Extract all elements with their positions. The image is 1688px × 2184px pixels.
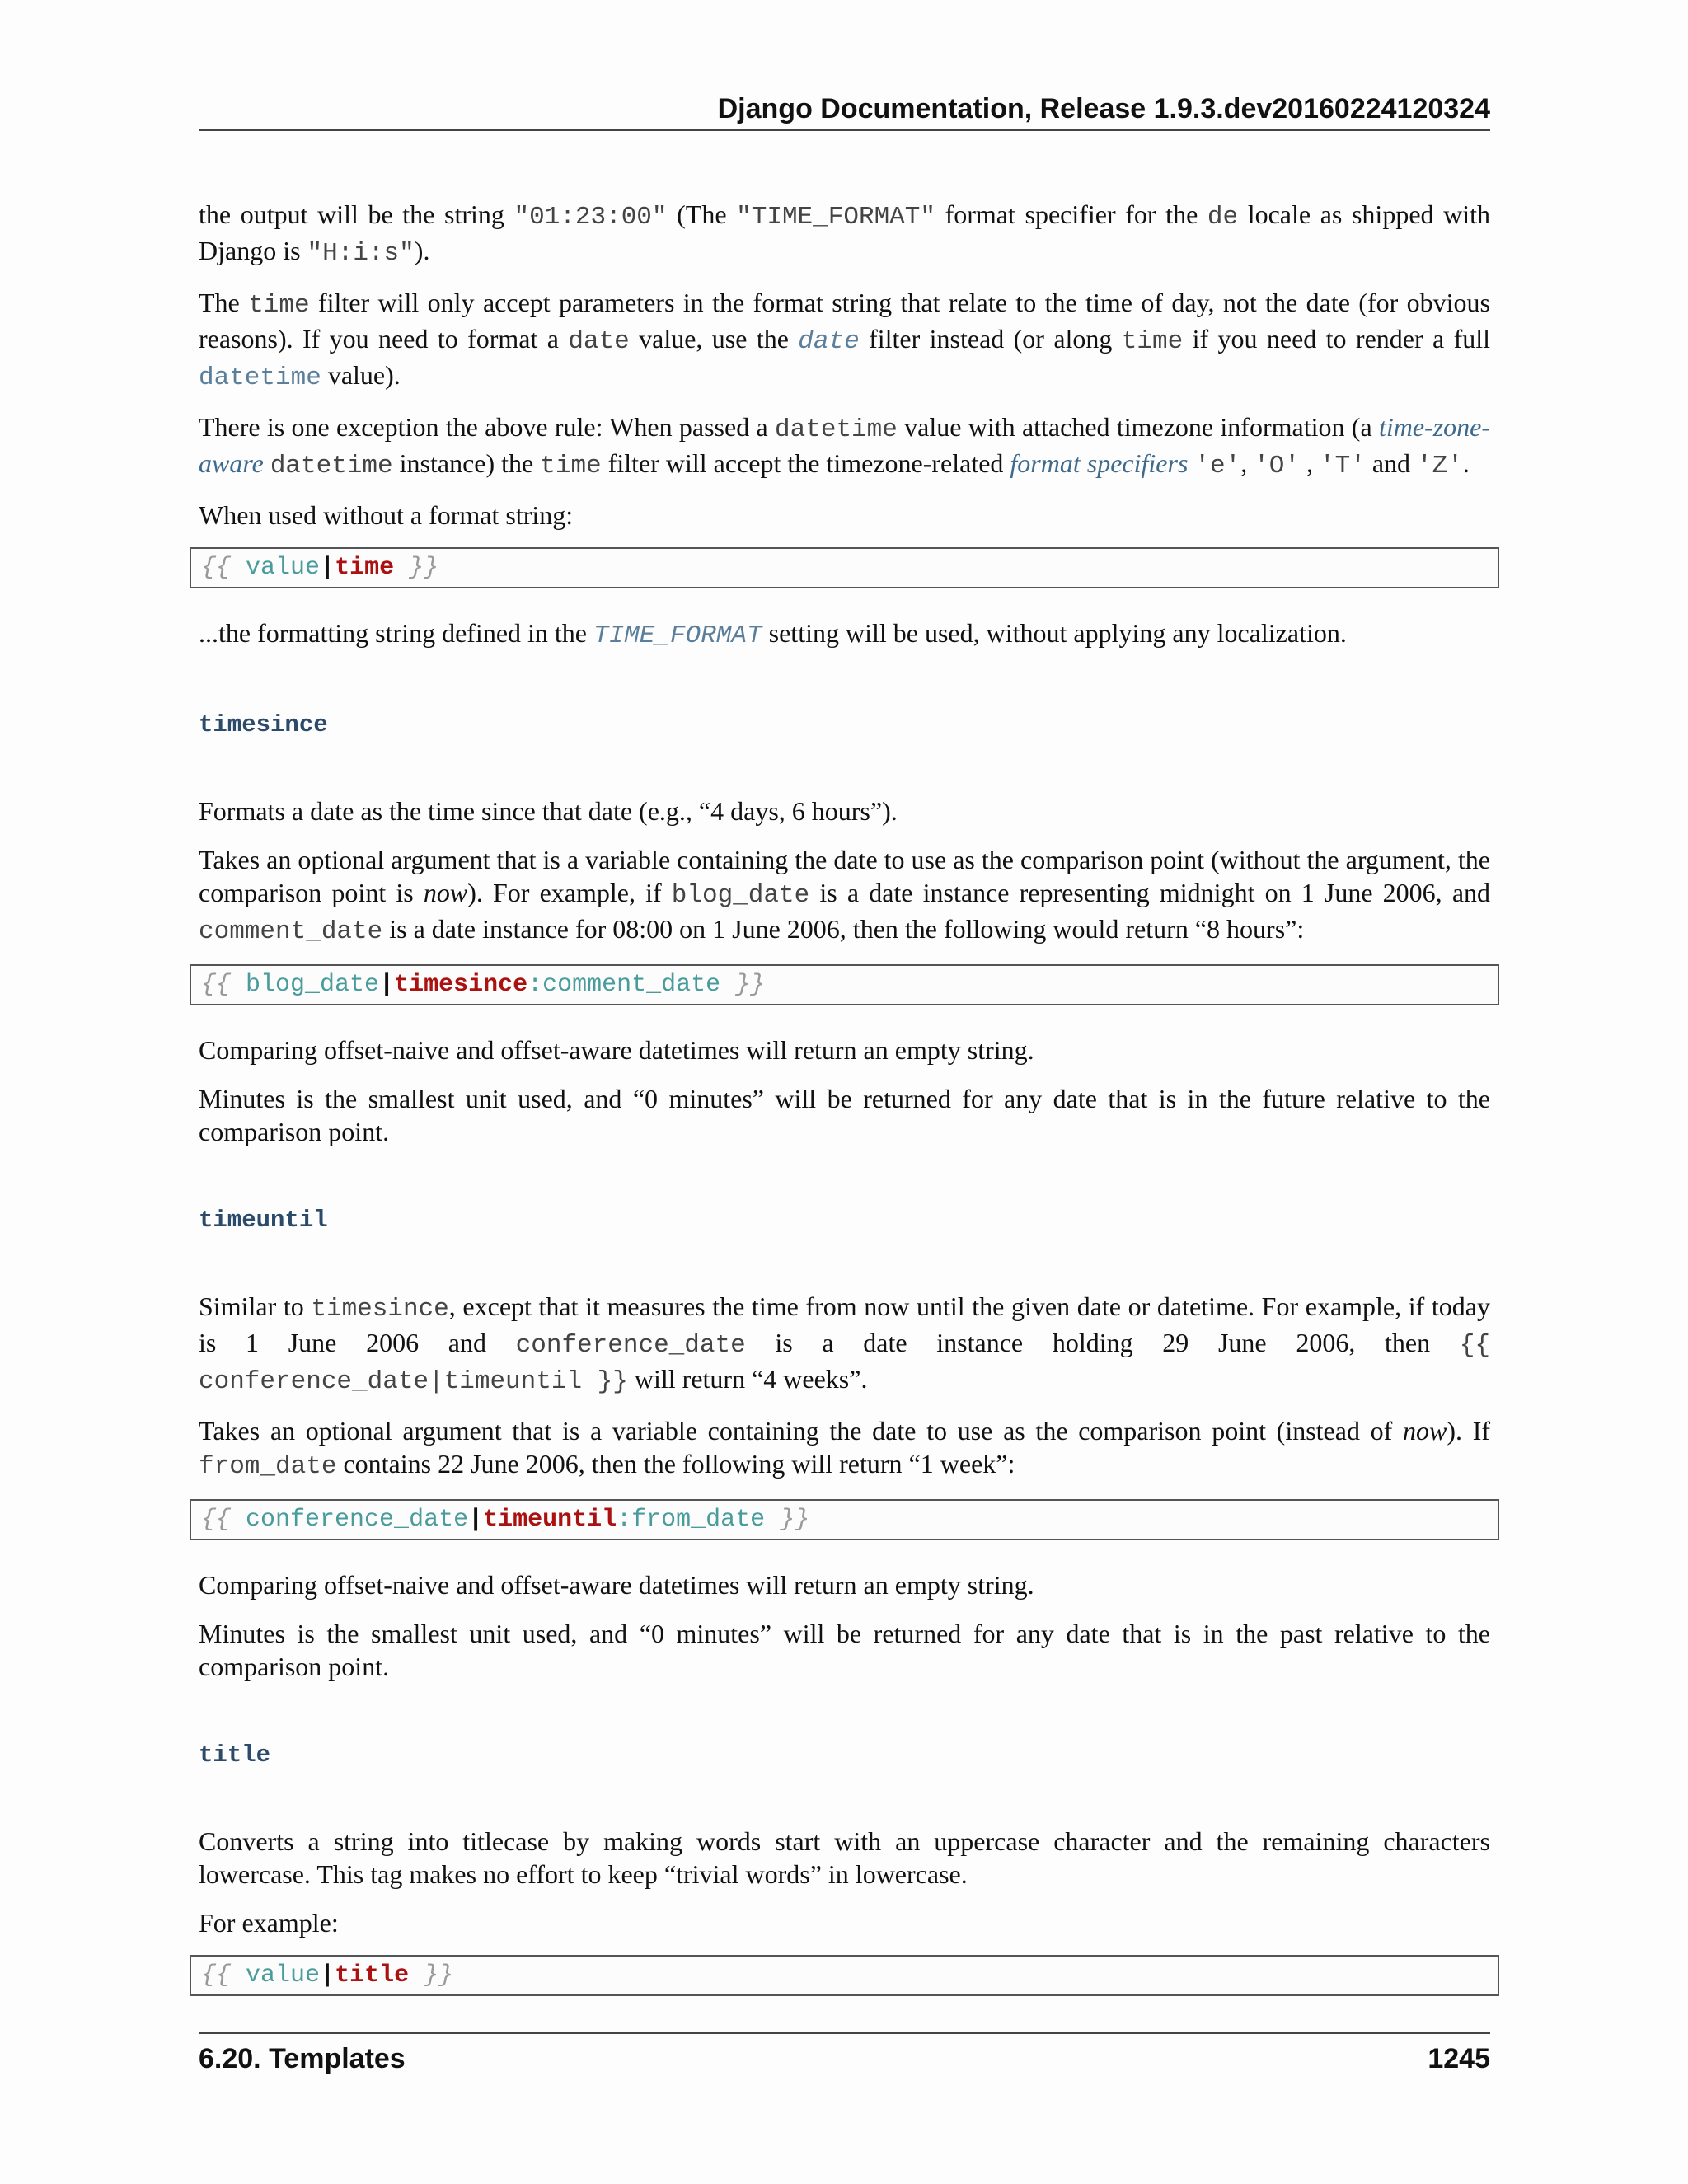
- inline-code: 'O': [1254, 452, 1301, 480]
- section-heading-timesince: timesince: [199, 711, 328, 738]
- text: is a date instance representing midnight on 1 June 2006, and: [809, 878, 1491, 907]
- code-block-title[interactable]: [190, 1955, 1499, 1996]
- code-token: value: [246, 1961, 321, 1990]
- paragraph-title-example: For example:: [199, 1908, 339, 1938]
- code-token: |: [320, 1961, 335, 1990]
- paragraph-exception: [199, 410, 1490, 483]
- text: format specifier for the: [935, 199, 1207, 229]
- code-block-time[interactable]: [190, 547, 1499, 588]
- text: the output will be the string: [199, 199, 514, 229]
- text: Takes an optional argument that is a variable containing the date to use as the comparison point (instead of: [199, 1416, 1403, 1446]
- paragraph-timeuntil-minutes: Minutes is the smallest unit used, and “0 minutes” will be returned for any date that is in the past relative to the comparison point.: [199, 1619, 1490, 1681]
- paragraph-timeuntil-desc: [199, 1290, 1490, 1399]
- date-filter-link[interactable]: [798, 324, 859, 354]
- inline-code: comment_date: [199, 917, 383, 946]
- inline-code: "01:23:00": [513, 203, 668, 232]
- text: (The: [667, 199, 737, 229]
- text: ...the formatting string defined in the: [199, 618, 593, 648]
- inline-code: date: [568, 327, 630, 356]
- text: and: [1365, 448, 1418, 478]
- inline-code: time: [1121, 327, 1184, 356]
- inline-code: de: [1207, 203, 1239, 232]
- text: if you need to render a full: [1183, 324, 1491, 354]
- paragraph-timesince-naive: Comparing offset-naive and offset-aware datetimes will return an empty string.: [199, 1035, 1034, 1065]
- time-zone-aware-link[interactable]: time-zone-aware: [199, 412, 1491, 478]
- link-code: datetime: [199, 363, 321, 392]
- inline-code: 'Z': [1417, 452, 1463, 480]
- inline-code: time: [248, 291, 310, 320]
- paragraph-time-filter: [199, 286, 1490, 395]
- code-token: }}: [409, 554, 439, 582]
- datetime-link[interactable]: [199, 360, 321, 390]
- paragraph-without-format: When used without a format string:: [199, 500, 574, 530]
- code-token: }}: [780, 1506, 810, 1534]
- inline-code: 'T': [1320, 452, 1366, 480]
- code-block-timesince[interactable]: [190, 964, 1499, 1005]
- text: ,: [1300, 448, 1320, 478]
- code-token: title: [335, 1961, 410, 1990]
- inline-code: datetime: [270, 452, 393, 480]
- paragraph-time-format-setting: [199, 616, 1490, 653]
- text: There is one exception the above rule: When passed a: [199, 412, 776, 442]
- text: filter will accept the timezone-related: [601, 448, 1010, 478]
- link-code: TIME_FORMAT: [593, 621, 762, 650]
- text: , except that it measures the time from now until the given date or datetime. For example, if today is 1 June 2006 and: [199, 1291, 1491, 1357]
- header-rule: [199, 129, 1490, 131]
- code-token: |: [379, 971, 395, 999]
- text: value).: [321, 360, 401, 390]
- code-token: :: [528, 971, 543, 999]
- inline-code: conference_date: [515, 1331, 746, 1360]
- code-token: {{: [201, 554, 232, 582]
- inline-code: 'e': [1194, 452, 1241, 480]
- text: will return “4 weeks”.: [627, 1364, 868, 1394]
- paragraph-timesince-minutes: Minutes is the smallest unit used, and “0 minutes” will be returned for any date that is in the future relative to the comparison point.: [199, 1084, 1490, 1146]
- text: contains 22 June 2006, then the following will return “1 week”:: [336, 1449, 1015, 1479]
- text: [264, 448, 270, 478]
- inline-code: {{ conference_date|timeuntil }}: [199, 1331, 1490, 1396]
- paragraph-output-string: [199, 198, 1490, 270]
- code-token: {{: [201, 971, 232, 999]
- text: setting will be used, without applying any localization.: [762, 618, 1347, 648]
- text: Similar to: [199, 1291, 312, 1321]
- code-token: }}: [735, 971, 766, 999]
- text: filter instead (or along: [859, 324, 1122, 354]
- inline-code: blog_date: [671, 881, 810, 910]
- inline-code: time: [540, 452, 602, 480]
- code-token: timeuntil: [483, 1506, 617, 1534]
- code-token: {{: [201, 1506, 232, 1534]
- document-page: [199, 0, 1490, 2184]
- code-token: comment_date: [542, 971, 721, 999]
- code-token: timesince: [394, 971, 528, 999]
- inline-code: timesince: [311, 1295, 449, 1324]
- text: ). If: [1447, 1416, 1491, 1446]
- text: .: [1462, 448, 1470, 478]
- text: ,: [1240, 448, 1254, 478]
- text: Takes an optional argument that is a variable containing the date to use as the comparison point (without the argument, the comparison point is: [199, 845, 1490, 907]
- inline-code: from_date: [199, 1452, 337, 1481]
- page-content: [199, 198, 1490, 2024]
- paragraph-timeuntil-naive: Comparing offset-naive and offset-aware datetimes will return an empty string.: [199, 1570, 1034, 1600]
- paragraph-timesince-desc: Formats a date as the time since that date (e.g., “4 days, 6 hours”).: [199, 796, 898, 826]
- code-token: value: [246, 554, 321, 582]
- section-heading-title: title: [199, 1741, 271, 1769]
- text: The: [199, 288, 249, 317]
- code-token: :: [617, 1506, 632, 1534]
- text: ).: [414, 236, 430, 265]
- text: filter will only accept parameters in the format string that relate to the time of day, not the date (for obvious reasons). If you need to format a: [199, 288, 1491, 354]
- inline-code: "H:i:s": [307, 239, 415, 268]
- code-token: time: [335, 554, 395, 582]
- inline-code: datetime: [775, 415, 898, 444]
- code-token: |: [468, 1506, 484, 1534]
- text: locale as shipped with Django is: [199, 199, 1491, 265]
- text: ). For example, if: [467, 878, 672, 907]
- emphasis: now: [1403, 1416, 1447, 1446]
- emphasis: now: [423, 878, 468, 907]
- code-block-timeuntil[interactable]: [190, 1499, 1499, 1540]
- paragraph-title-desc: Converts a string into titlecase by making words start with an uppercase character and the remaining characters lowercase. This tag makes no effort to keep “trivial words” in lowercase.: [199, 1826, 1490, 1889]
- section-heading-timeuntil: timeuntil: [199, 1207, 328, 1234]
- time-format-setting-link[interactable]: [593, 618, 762, 648]
- paragraph-timeuntil-arg: [199, 1414, 1490, 1483]
- link-code: date: [798, 327, 860, 356]
- text: value with attached timezone information (a: [897, 412, 1379, 442]
- text: value, use the: [629, 324, 799, 354]
- text: is a date instance for 08:00 on 1 June 2006, then the following would return “8 hours”:: [382, 914, 1305, 944]
- code-token: }}: [424, 1961, 454, 1990]
- format-specifiers-link[interactable]: format specifiers: [1010, 448, 1189, 478]
- code-token: conference_date: [246, 1506, 469, 1534]
- text: instance) the: [392, 448, 541, 478]
- code-token: {{: [201, 1961, 232, 1990]
- text: is a date instance holding 29 June 2006, then: [745, 1328, 1460, 1357]
- paragraph-timesince-arg: [199, 843, 1490, 949]
- code-token: from_date: [631, 1506, 766, 1534]
- code-token: blog_date: [246, 971, 380, 999]
- footer-rule: [199, 2032, 1490, 2034]
- running-header: Django Documentation, Release 1.9.3.dev20160224120324: [717, 93, 1490, 124]
- inline-code: "TIME_FORMAT": [736, 203, 935, 232]
- footer-section-title: 6.20. Templates: [199, 2043, 406, 2074]
- footer-page-number: 1245: [1428, 2043, 1490, 2074]
- code-token: |: [320, 554, 335, 582]
